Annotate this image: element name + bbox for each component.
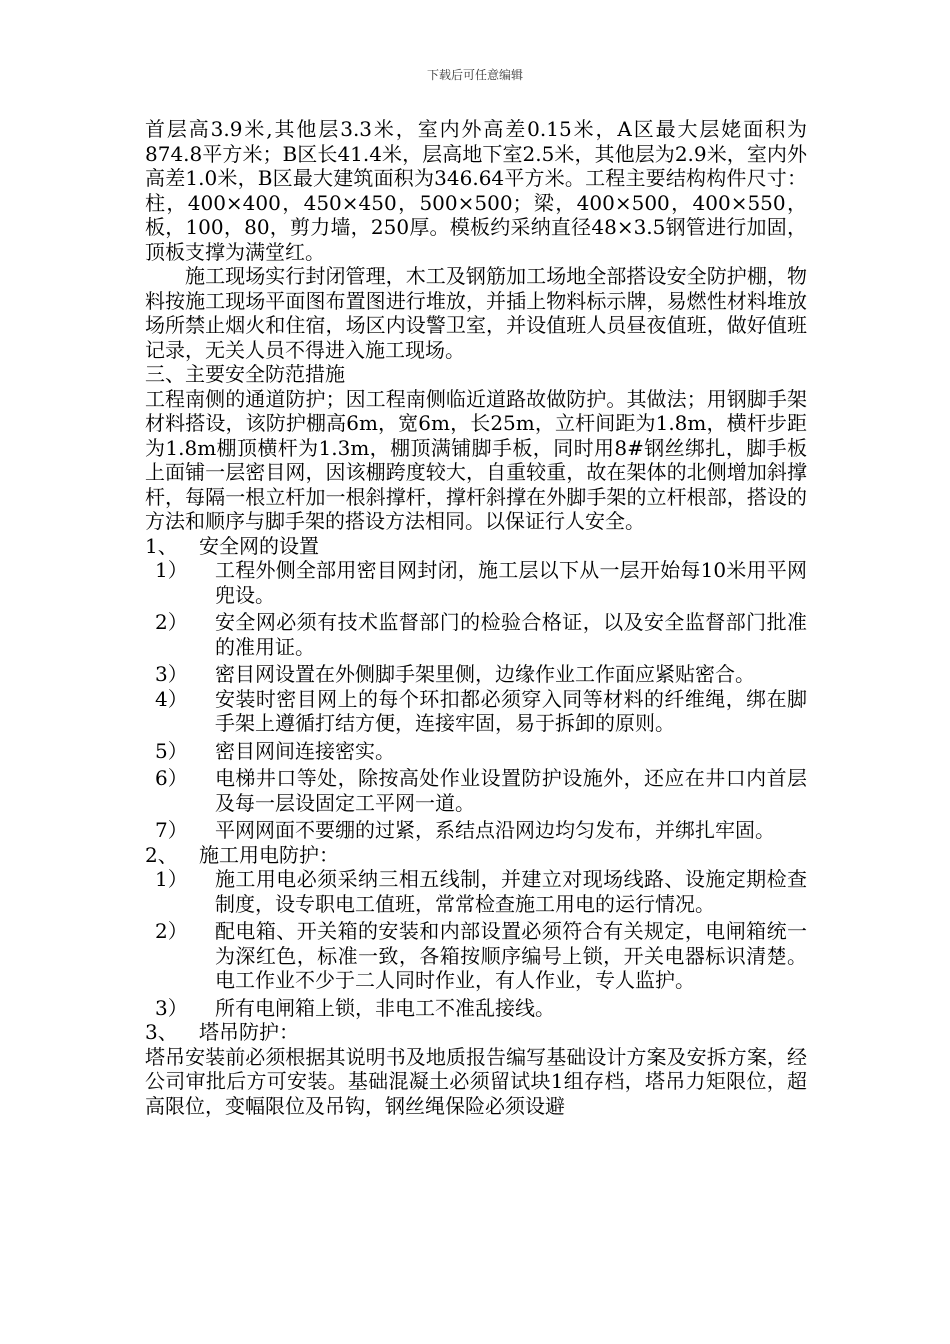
- tower-crane-paragraph: 塔吊安装前必须根据其说明书及地质报告编写基础设计方案及安拆方案，经公司审批后方可安装。基础混凝土必须留试块1组存档，塔吊力矩限位，超高限位，变幅限位及吊钩，钢丝绳保险必须设避: [145, 1044, 807, 1118]
- document-body: [145, 117, 807, 1118]
- item-text: 电梯井口等处，除按高处作业设置防护设施外，还应在井口内首层及每一层设固定工平网一道。: [215, 766, 807, 815]
- subsection-title: 施工用电防护：: [199, 842, 339, 867]
- subsection-heading-3: [145, 1020, 807, 1045]
- item-number: 1）: [155, 558, 188, 582]
- item-text: 配电箱、开关箱的安装和内部设置必须符合有关规定，电闸箱统一为深红色，标准一致，各箱按顺序编号上锁，开关电器标识清楚。电工作业不少于二人同时作业，有人作业，专人监护。: [215, 919, 807, 992]
- item-number: 7）: [155, 818, 188, 842]
- list-item: [145, 919, 807, 993]
- list-item: [145, 610, 807, 659]
- item-number: 4）: [155, 686, 188, 711]
- list-item: [145, 558, 807, 607]
- item-text: 工程外侧全部用密目网封闭，施工层以下从一层开始每10米用平网兜设。: [215, 558, 807, 607]
- subsection-title: 塔吊防护：: [199, 1020, 299, 1044]
- item-text: 施工用电必须采纳三相五线制，并建立对现场线路、设施定期检查制度，设专职电工值班，常常检查施工用电的运行情况。: [215, 867, 807, 916]
- list-item: [145, 766, 807, 815]
- subsection-number: 3、: [145, 1020, 178, 1044]
- list-item: [145, 996, 807, 1021]
- electric-protection-list: [145, 867, 807, 1020]
- list-item: [145, 818, 807, 843]
- passage-protection-paragraph: 工程南侧的通道防护；因工程南侧临近道路故做防护。其做法；用钢脚手架材料搭设，该防护棚高6m，宽6m，长25m，立杆间距为1.8m，横杆步距为1.8m棚顶横杆为1.3m，棚顶满铺脚手板，同时用8#钢丝绑扎，脚手板上面铺一层密目网，因该棚跨度较大，自重较重，故在架体的北侧增加斜撑杆，每隔一根立杆加一根斜撑杆，撑杆斜撑在外脚手架的立杆根部，搭设的方法和顺序与脚手架的搭设方法相同。以保证行人安全。: [145, 386, 807, 533]
- list-item: [145, 662, 807, 687]
- item-text: 安全网必须有技术监督部门的检验合格证，以及安全监督部门批准的准用证。: [215, 610, 807, 659]
- item-number: 2）: [155, 610, 188, 634]
- item-number: 6）: [155, 766, 188, 790]
- intro-paragraph-2: 施工现场实行封闭管理，木工及钢筋加工场地全部搭设安全防护棚，物料按施工现场平面图布置图进行堆放，并插上物料标示牌，易燃性材料堆放场所禁止烟火和住宿，场区内设警卫室，并设值班人员昼夜值班，做好值班记录，无关人员不得进入施工现场。: [145, 264, 807, 362]
- list-item: [145, 867, 807, 916]
- list-item: [145, 739, 807, 764]
- item-text: 安装时密目网上的每个环扣都必须穿入同等材料的纤维绳，绑在脚手架上遵循打结方便，连接牢固，易于拆卸的原则。: [215, 686, 807, 735]
- page-header: 下载后可任意编辑: [426, 68, 523, 82]
- item-number: 3）: [155, 662, 188, 686]
- item-number: 1）: [155, 867, 188, 891]
- subsection-title: 安全网的设置: [199, 533, 319, 558]
- subsection-heading-1: [145, 534, 807, 559]
- safety-net-list: [145, 558, 807, 843]
- subsection-number: 2、: [145, 842, 178, 867]
- subsection-number: 1、: [145, 533, 178, 558]
- item-text: 密目网设置在外侧脚手架里侧，边缘作业工作面应紧贴密合。: [215, 662, 755, 686]
- item-number: 2）: [155, 919, 188, 943]
- item-number: 5）: [155, 738, 188, 763]
- section-heading: 三、主要安全防范措施: [145, 362, 345, 386]
- list-item: [145, 687, 807, 736]
- item-text: 密目网间连接密实。: [215, 738, 395, 763]
- intro-paragraph-1: 首层高3.9米,其他层3.3米，室内外高差0.15米，A区最大层姥面积为874.8平方米；B区长41.4米，层高地下室2.5米，其他层为2.9米，室内外高差1.0米，B区最大建筑面积为346.64平方米。工程主要结构构件尺寸：柱，400×400，450×450，500×500；梁，400×500，400×550，板，100，80，剪力墙，250厚。模板约采纳直径48×3.5钢管进行加固，顶板支撑为满堂红。: [145, 117, 807, 264]
- item-text: 平网网面不要绷的过紧，系结点沿网边均匀发布，并绑扎牢固。: [215, 818, 775, 842]
- item-number: 3）: [155, 995, 188, 1020]
- subsection-heading-2: [145, 843, 807, 868]
- item-text: 所有电闸箱上锁，非电工不准乱接线。: [215, 995, 555, 1020]
